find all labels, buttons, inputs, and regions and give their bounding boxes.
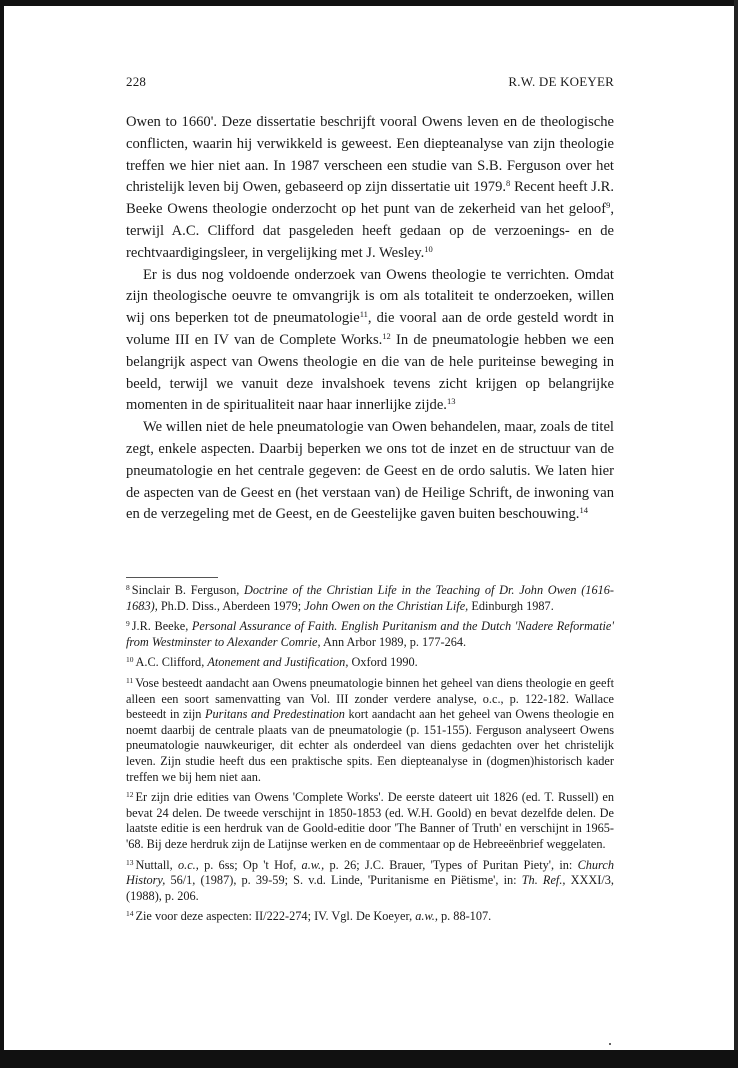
footnote-ref: 10	[424, 243, 433, 254]
scan-border-bottom	[0, 1050, 738, 1068]
footnote-ref: 12	[382, 330, 391, 341]
italic-title: Personal Assurance of Faith. English Puritanism and the Dutch 'Nadere Reformatie' from Westminster to Alexander Comrie,	[126, 619, 614, 649]
paragraph-3	[126, 417, 614, 526]
text-run: p. 88-107.	[437, 909, 492, 924]
paragraph-2	[126, 265, 614, 418]
italic-title: Th. Ref.,	[521, 873, 566, 888]
text-run: Recent heeft J.R. Beeke Owens theologie onderzocht op het punt van de zekerheid van het geloof	[126, 179, 615, 218]
text-run: Oxford 1990.	[348, 655, 418, 670]
text-run: Er is dus nog voldoende onderzoek van Owens theologie te verrichten. Omdat zijn theologische oeuvre te omvangrijk is om als totaliteit te onderzoeken, willen wij ons beperken tot de pneumatologie	[126, 266, 614, 327]
text-run: Vose besteedt aandacht aan Owens pneumatologie binnen het geheel van diens theologie en geeft alleen een soort samenvatting van Vol. III zonder verdere analyse, o.c., p. 122-182. Wallace besteedt in zijn	[126, 675, 614, 722]
footnote-ref: 9	[606, 200, 611, 211]
italic-title: Doctrine of the Christian Life in the Teaching of Dr. John Owen (1616-1683),	[126, 583, 614, 613]
italic-title: Church History,	[126, 857, 614, 888]
text-run: p. 6ss; Op 't Hof,	[198, 857, 302, 872]
text-run: In de pneumatologie hebben we een belangrijk aspect van Owens theologie en die van de hele puriteinse beweging in beeld, terwijl we vanuit deze invalshoek tevens zicht krijgen op belangrijke momenten in de spiritualiteit naar haar innerlijke zijde.	[126, 331, 614, 414]
text-run: Ph.D. Diss., Aberdeen 1979;	[157, 598, 305, 613]
page-number: 228	[126, 74, 147, 89]
italic-title: John Owen on the Christian Life,	[304, 598, 469, 613]
text-run: Edinburgh 1987.	[468, 598, 554, 613]
body-text	[126, 112, 614, 526]
scan-speck	[609, 1043, 611, 1045]
footnote-number: 8	[126, 583, 130, 592]
italic-title: Puritans and Predestination	[205, 707, 345, 722]
text-run: Ann Arbor 1989, p. 177-264.	[320, 634, 467, 649]
text-run: A.C. Clifford,	[135, 655, 208, 670]
footnote-rule	[126, 577, 218, 578]
footnote-ref: 14	[579, 505, 588, 516]
text-run: , die vooral aan de orde gesteld wordt in volume III en IV van de Complete Works.	[126, 310, 614, 348]
footnote-number: 13	[126, 857, 134, 867]
italic-title: a.w.,	[415, 909, 438, 924]
text-run: Zie voor deze aspecten: II/222-274; IV. Vgl. De Koeyer,	[135, 909, 416, 924]
scan-border-left	[0, 0, 4, 1068]
footnote-number: 10	[126, 655, 134, 665]
footnote-9	[126, 619, 614, 650]
text-run: 56/1, (1987), p. 39-59; S. v.d. Linde, 'Puritanisme en Piëtisme', in:	[165, 873, 522, 888]
text-run: J.R. Beeke,	[131, 619, 192, 634]
text-run: XXXI/3, (1988), p. 206.	[126, 873, 614, 903]
footnote-number: 14	[126, 909, 134, 919]
scan-border-right	[734, 0, 738, 1068]
text-run: , terwijl A.C. Clifford dat pasgeleden heeft gedaan op de verzoenings- en de rechtvaardigingsleer, in vergelijking met J. Wesley.	[126, 201, 614, 261]
footnote-number: 12	[126, 790, 134, 800]
footnote-10	[126, 655, 614, 671]
footnote-11	[126, 676, 614, 785]
italic-title: Atonement and Justification,	[207, 655, 349, 670]
footnote-ref: 8	[506, 178, 511, 189]
text-run: We willen niet de hele pneumatologie van Owen behandelen, maar, zoals de titel zegt, enkele aspecten. Daarbij beperken we ons tot de inzet en de structuur van de pneumatologie en het centrale gegeven: de Geest en de ordo salutis. We laten hier de aspecten van de Geest en (het verstaan van) de Heilige Schrift, de inwoning van en de verzegeling met de Geest, en de Geestelijke gaven buiten beschouwing.	[126, 419, 614, 523]
footnote-number: 11	[126, 675, 134, 685]
text-run: Er zijn drie edities van Owens 'Complete Works'. De eerste dateert uit 1826 (ed. T. Russell) en bevat 24 delen. De tweede verschijnt in 1850-1853 (ed. W.H. Goold) en bevat dezelfde delen. De laatste editie is een herdruk van de Goold-editie door 'The Banner of Truth' en verschijnt in 1965-'68. Bij deze herdruk zijn de Latijnse werken en de commentaar op de Hebreeënbrief weggelaten.	[126, 790, 614, 851]
footnotes	[126, 583, 614, 930]
text-run: Sinclair B. Ferguson,	[131, 583, 245, 597]
text-run: Owen to 1660'. Deze dissertatie beschrijft vooral Owens leven en de theologische conflicten, waarin hij verwikkeld is geweest. Een diepteanalyse van zijn theologie treffen we hier niet aan. In 1987 verscheen een studie van S.B. Ferguson over het christelijk leven bij Owen, gebaseerd op zijn dissertatie uit 1979.	[126, 114, 614, 196]
text-run: Nuttall,	[135, 857, 178, 872]
footnote-14	[126, 909, 614, 925]
footnote-ref: 11	[359, 309, 368, 320]
paragraph-1	[126, 112, 614, 265]
scan-border-top	[0, 0, 738, 6]
footnote-8	[126, 583, 614, 614]
text-run: p. 26; J.C. Brauer, 'Types of Puritan Piety', in:	[324, 857, 578, 872]
footnote-number: 9	[126, 619, 130, 629]
italic-title: o.c.,	[177, 857, 199, 872]
italic-title: a.w.,	[301, 857, 325, 872]
text-run: kort aandacht aan het geheel van Owens theologie en noemt daarbij de centrale plaats van de pneumatologie (p. 151-155). Ferguson analyseert Owens pneumatologie nauwkeuriger, dit echter als onderdeel van diens gedachten over het christelijk leven. Zijn studie heeft dus een praktische spits. Een diepteanalyse in (dogmen)historisch kader treffen we bij hem niet aan.	[126, 707, 614, 784]
footnote-ref: 13	[446, 396, 456, 407]
running-head: R.W. DE KOEYER	[508, 74, 614, 89]
footnote-12	[126, 790, 614, 852]
footnote-13	[126, 858, 614, 905]
